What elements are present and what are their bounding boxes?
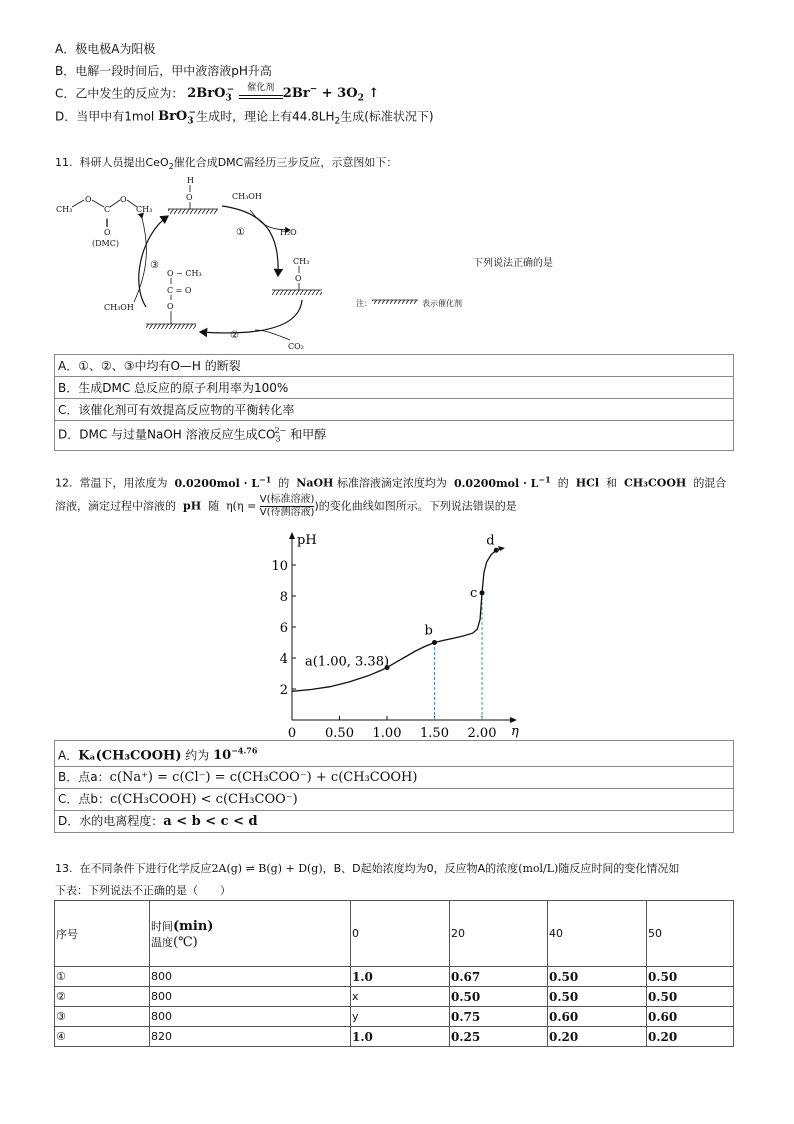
svg-text:C = O: C = O xyxy=(167,286,192,295)
methanol-top: CH₃OH xyxy=(232,192,262,201)
q11-option-b: B．生成DMC 总反应的原子利用率为100% xyxy=(55,377,734,399)
data-label: a(1.00, 3.38) xyxy=(305,654,390,670)
svg-text:O − CH₃: O − CH₃ xyxy=(167,269,202,278)
table-row: ③ 800 y 0.75 0.60 0.60 xyxy=(55,1007,734,1027)
reaction-equation: 2BrO$_3$− 催化剂 $2Br^- + 3O_2$ ↑ xyxy=(187,82,380,104)
q11-options xyxy=(54,354,734,451)
svg-text:O: O xyxy=(186,193,193,202)
data-point xyxy=(432,640,437,645)
dmc-label: (DMC) xyxy=(92,239,119,248)
svg-text:O: O xyxy=(104,228,111,237)
q12-option-d: D．水的电离程度：a < b < c < d xyxy=(55,811,734,833)
curve-arrow-icon xyxy=(498,546,505,551)
reaction-cycle-diagram xyxy=(50,172,530,354)
x-tick-label: 0.50 xyxy=(325,726,354,740)
x-axis-arrow-icon xyxy=(510,717,517,723)
svg-text:O: O xyxy=(85,195,92,204)
dmc-molecule xyxy=(56,195,152,248)
svg-text:C: C xyxy=(104,205,111,214)
q12-option-c: C．点b：c(CH₃COOH) < c(CH₃COO⁻) xyxy=(55,789,734,811)
ph-curve xyxy=(292,548,501,691)
svg-text:CH₃: CH₃ xyxy=(293,257,310,266)
x-tick-label: 2.00 xyxy=(467,726,497,740)
table-header-row xyxy=(55,901,734,967)
x-tick-label: 1.00 xyxy=(372,726,402,740)
bromate-ion: BrO$_3$− xyxy=(158,108,197,127)
col-header-time: 50 xyxy=(647,901,734,967)
catalyst-carbonate-intermediate xyxy=(146,269,202,329)
catalyst-condition: 催化剂 xyxy=(239,89,283,99)
y-tick-label: 4 xyxy=(279,652,288,667)
q10-option-d: D．当甲中有1mol BrO$_3$−生成时，理论上有$44.8LH_2$生成(标准状况下) xyxy=(55,108,434,127)
option-letter: A． xyxy=(55,42,76,56)
svg-text:H: H xyxy=(187,176,194,185)
option-text: 极电极A为阳极 xyxy=(75,42,156,56)
water-label: H₂O xyxy=(280,228,297,237)
y-axis-arrow-icon xyxy=(289,532,295,539)
option-text: 电解一段时间后，甲中液溶液pH升高 xyxy=(75,64,272,78)
q11-stem: 11. 科研人员提出CeO$_2$催化合成DMC需经历三步反应，示意图如下： xyxy=(55,156,398,172)
col-header-time: 40 xyxy=(548,901,647,967)
option-letter: B． xyxy=(55,64,76,78)
q11-option-a: A．①、②、③中均有O—H 的断裂 xyxy=(55,355,734,377)
svg-text:CH₃: CH₃ xyxy=(56,205,73,214)
y-tick-label: 10 xyxy=(271,559,288,574)
option-text: 乙中发生的反应为： xyxy=(75,86,184,101)
co2-label: CO₂ xyxy=(288,342,304,351)
methanol-bottom: CH₃OH xyxy=(104,303,134,312)
y-tick-label: 6 xyxy=(279,621,288,636)
concentration-table xyxy=(54,900,734,1047)
q12-stem-line2: 溶液，滴定过程中溶液的 pH 随 η(η = V(标准溶液) V(待测溶液) )的变化曲线如图所示。下列说法错误的是 xyxy=(55,494,517,518)
y-axis-label: pH xyxy=(297,533,317,548)
q11-option-d: D．DMC 与过量NaOH 溶液反应生成$CO_3^{2-}$ 和甲醇 xyxy=(55,421,734,451)
svg-text:O: O xyxy=(295,274,302,283)
svg-text:‖: ‖ xyxy=(105,218,109,227)
eta-fraction: V(标准溶液) V(待测溶液) xyxy=(259,494,315,518)
x-tick-label: 0 xyxy=(287,726,297,740)
q13-stem-line2: 下表：下列说法不正确的是（ ） xyxy=(55,884,231,897)
step-2: ② xyxy=(230,330,239,341)
step-1: ① xyxy=(236,227,245,238)
catalyst-oh-intermediate xyxy=(168,176,218,214)
y-tick-label: 2 xyxy=(279,683,288,698)
svg-text:CH₃: CH₃ xyxy=(136,205,153,214)
q10-option-a xyxy=(55,40,155,58)
table-row: ④ 820 1.0 0.25 0.20 0.20 xyxy=(55,1027,734,1047)
svg-text:O: O xyxy=(167,302,174,311)
col-header-time-temp: 时间(min) 温度(℃) xyxy=(150,901,351,967)
svg-text:O: O xyxy=(120,195,127,204)
q11-option-c: C．该催化剂可有效提高反应物的平衡转化率 xyxy=(55,399,734,421)
q11-side-question: 下列说法正确的是 xyxy=(473,258,553,269)
y-tick-label: 8 xyxy=(279,590,288,605)
data-label: b xyxy=(424,623,433,639)
q12-option-a: A．Kₐ(CH₃COOH) 约为 $10^{-4.76}$ xyxy=(55,741,734,767)
data-point xyxy=(480,590,485,595)
data-label: c xyxy=(470,585,478,601)
note-text: 表示催化剂 xyxy=(422,299,462,308)
note-prefix: 注： xyxy=(356,299,372,308)
q12-options xyxy=(54,740,734,833)
data-label: d xyxy=(486,533,495,549)
col-header-time: 20 xyxy=(450,901,548,967)
col-header-time: 0 xyxy=(351,901,450,967)
table-row: ② 800 x 0.50 0.50 0.50 xyxy=(55,987,734,1007)
x-axis-label: η xyxy=(511,724,519,739)
col-header-id: 序号 xyxy=(55,901,150,967)
step-3: ③ xyxy=(150,260,159,271)
q10-option-b xyxy=(55,62,272,80)
option-letter: D． xyxy=(55,109,77,124)
titration-chart xyxy=(270,530,530,740)
x-tick-label: 1.50 xyxy=(420,726,449,740)
option-letter: C． xyxy=(55,86,76,101)
data-point xyxy=(494,548,499,553)
table-row: ① 800 1.0 0.67 0.50 0.50 xyxy=(55,967,734,987)
q13-stem-line1: 13. 在不同条件下进行化学反应2A(g) ⇌ B(g) + D(g)，B、D起始浓度均为0，反应物A的浓度(mol/L)随反应时间的变化情况如 xyxy=(55,862,680,875)
q12-stem-line1: 12. 常温下，用浓度为 $0.0200mol \cdot L^{-1}$ 的 NaOH 标准溶液滴定浓度均为 $0.0200mol \cdot L^{-1}$ 的 HCl 和 CH₃COOH 的混合 xyxy=(55,474,727,490)
catalyst-och3-intermediate xyxy=(272,257,322,295)
q12-option-b: B．点a：c(Na⁺) = c(Cl⁻) = c(CH₃COO⁻) + c(CH₃COOH) xyxy=(55,767,734,789)
